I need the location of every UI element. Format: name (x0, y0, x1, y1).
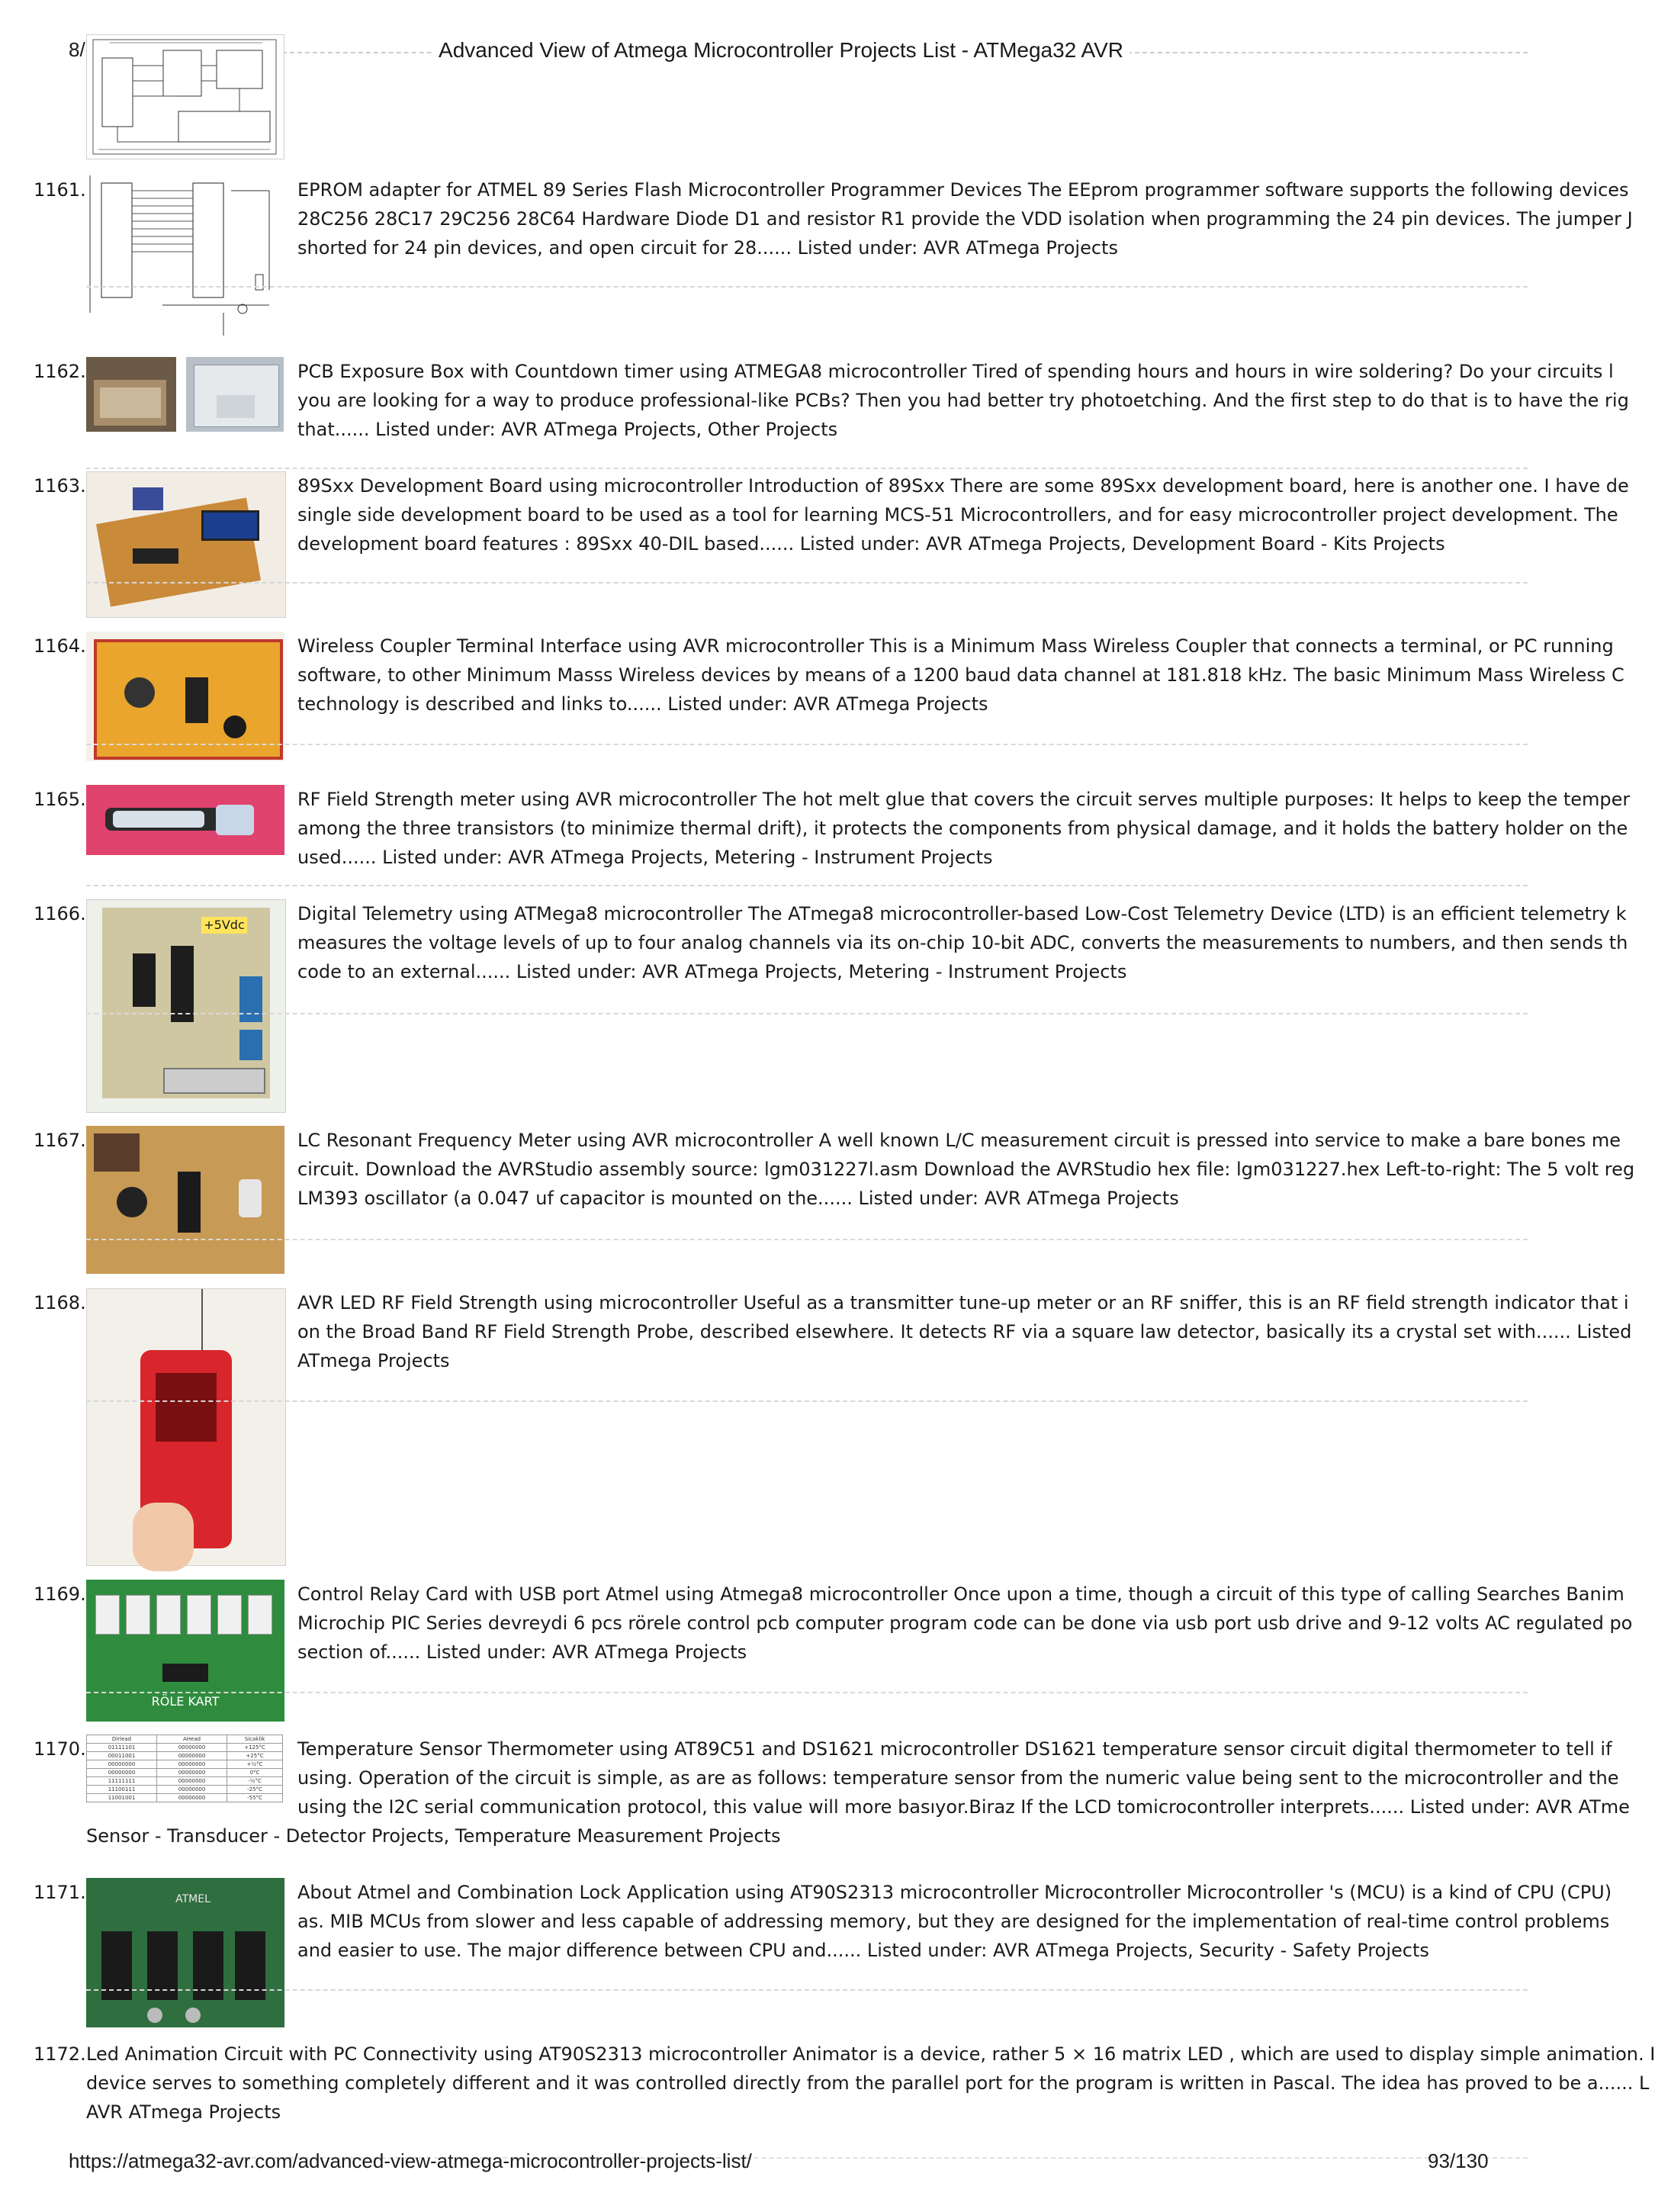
description-line: 28C256 28C17 29C256 28C64 Hardware Diode D1 and resistor R1 provide the VDD isolation when programming the 24 pin devices. The jumper J (297, 208, 1633, 230)
description-line: among the three transistors (to minimize thermal drift), it protects the components from physical damage, and it holds the battery holder on the (297, 818, 1628, 839)
description-line: circuit. Download the AVRStudio assembly source: lgm031227l.asm Download the AVRStudio hex file: lgm031227.hex Left-to-right: The 5 volt reg (297, 1159, 1635, 1180)
combination-lock-photo[interactable] (86, 1878, 284, 2027)
description-line: device serves to something completely different and it was controlled directly from the parallel port for the program is written in Pascal. The idea has proved to be a...... L (86, 2072, 1650, 2094)
table-cell: +½°C (227, 1760, 283, 1769)
description-line[interactable]: Sensor - Transducer - Detector Projects, Temperature Measurement Projects (86, 1825, 781, 1847)
rf-field-strength-photo[interactable] (86, 1288, 286, 1566)
description-line[interactable]: LM393 oscillator (a 0.047 uf capacitor is mounted on the...... Listed under: AVR ATmega Projects (297, 1188, 1179, 1209)
description-line: software, to other Minimum Masss Wireless devices by means of a 1200 baud data channel at 181.818 kHz. The basic Minimum Mass Wireless C (297, 664, 1624, 686)
description-line[interactable]: section of...... Listed under: AVR ATmega Projects (297, 1641, 747, 1663)
description-line: Led Animation Circuit with PC Connectivity using AT90S2313 microcontroller Animator is a device, rather 5 × 16 matrix LED , which are used to display simple animation. I (86, 2043, 1655, 2065)
description-line: AVR LED RF Field Strength using microcontroller Useful as a transmitter tune-up meter or an RF sniffer, this is an RF field strength indicator that i (297, 1292, 1629, 1313)
lc-meter-photo[interactable] (86, 1126, 284, 1274)
item-divider (86, 744, 1528, 745)
temperature-table (86, 1735, 283, 1802)
item-number: 1162. (34, 361, 86, 382)
item-description (297, 471, 1629, 558)
rf-meter-photo[interactable] (86, 785, 284, 855)
table-cell: +125°C (227, 1744, 283, 1752)
item-description (297, 1288, 1632, 1375)
item-divider (86, 468, 1528, 469)
board-label: ATMEL (175, 1893, 210, 1905)
table-row (87, 1760, 283, 1769)
item-divider (86, 1989, 1528, 1991)
item-number: 1170. (34, 1738, 86, 1760)
table-header: Dirlead (87, 1735, 157, 1744)
table-row (87, 1777, 283, 1786)
dev-board-photo[interactable] (86, 471, 286, 618)
description-line: single side development board to be used as a tool for learning MCS-51 Microcontrollers, and for easy microcontroller project development. The (297, 504, 1618, 526)
item-description (297, 1878, 1612, 1965)
description-line[interactable]: that...... Listed under: AVR ATmega Projects, Other Projects (297, 419, 838, 440)
wireless-coupler-photo[interactable] (86, 632, 284, 761)
description-line[interactable]: used...... Listed under: AVR ATmega Projects, Metering - Instrument Projects (297, 847, 993, 868)
table-cell: 00000000 (157, 1760, 227, 1769)
description-line[interactable]: technology is described and links to...... Listed under: AVR ATmega Projects (297, 693, 988, 715)
item-description (297, 1126, 1635, 1213)
table-cell: 00000000 (157, 1777, 227, 1786)
table-cell: -55°C (227, 1794, 283, 1802)
voltage-label: +5Vdc (201, 917, 247, 934)
item-number: 1167. (34, 1130, 86, 1151)
item-description (297, 1580, 1633, 1667)
item-number: 1166. (34, 903, 86, 924)
item-number: 1161. (34, 179, 86, 201)
description-line: on the Broad Band RF Field Strength Probe, described elsewhere. It detects RF via a square law detector, basically its a crystal set with...... Listed (297, 1321, 1632, 1342)
table-row (87, 1794, 283, 1802)
item-number: 1165. (34, 789, 86, 810)
description-line: as. MIB MCUs from slower and less capable of addressing memory, but they are designed for the implementation of real-time control problems (297, 1911, 1610, 1932)
table-cell: 11111111 (87, 1777, 157, 1786)
table-row (87, 1752, 283, 1760)
item-description-wrap (86, 1821, 1533, 1850)
table-cell: -25°C (227, 1786, 283, 1794)
item-description (297, 357, 1629, 444)
table-cell: 11100111 (87, 1786, 157, 1794)
item-description (297, 632, 1624, 719)
description-line: PCB Exposure Box with Countdown timer using ATMEGA8 microcontroller Tired of spending hours and hours in wire soldering? Do your circuits l (297, 361, 1614, 382)
item-divider (86, 885, 1528, 886)
page-number: 93/130 (1428, 2149, 1489, 2172)
table-cell: 0°C (227, 1769, 283, 1777)
description-line: Temperature Sensor Thermometer using AT89C51 and DS1621 microcontroller DS1621 temperature sensor circuit digital thermometer to tell if (297, 1738, 1612, 1760)
description-line: you are looking for a way to produce professional-like PCBs? Then you had better try photoetching. And the first step to do that is to have the rig (297, 390, 1629, 411)
table-cell: 01111101 (87, 1744, 157, 1752)
item-divider (86, 582, 1528, 584)
item-number: 1169. (34, 1583, 86, 1605)
telemetry-board-photo[interactable] (86, 899, 286, 1113)
item-number: 1172. (34, 2043, 86, 2065)
description-line: Wireless Coupler Terminal Interface using AVR microcontroller This is a Minimum Mass Wireless Coupler that connects a terminal, or PC running (297, 635, 1614, 657)
table-header: AHead (157, 1735, 227, 1744)
description-line[interactable]: using the I2C serial communication protocol, this value will more basıyor.Biraz If the LCD tomicrocontroller interprets...... Listed under: AVR ATme (297, 1796, 1630, 1818)
item-number: 1168. (34, 1292, 86, 1313)
description-line: Control Relay Card with USB port Atmel using Atmega8 microcontroller Once upon a time, though a circuit of this type of calling Searches Banim (297, 1583, 1624, 1605)
description-line[interactable]: code to an external...... Listed under: AVR ATmega Projects, Metering - Instrument Projects (297, 961, 1127, 982)
table-cell: 00000000 (157, 1786, 227, 1794)
description-line: measures the voltage levels of up to four analog channels via its on-chip 10-bit ADC, converts the measurements to numbers, and then sends th (297, 932, 1628, 953)
description-line[interactable]: ATmega Projects (297, 1350, 450, 1371)
schematic-thumbnail[interactable] (86, 175, 284, 337)
item-description (297, 785, 1631, 872)
temperature-table-thumbnail[interactable] (86, 1735, 284, 1801)
table-cell: 00000000 (157, 1769, 227, 1777)
description-line: Microchip PIC Series devreydi 6 pcs rörele control pcb computer program code can be done via usb port usb drive and 9-12 volts AC regulated po (297, 1612, 1633, 1634)
description-line: About Atmel and Combination Lock Application using AT90S2313 microcontroller Microcontroller Microcontroller 's (MCU) is a kind of CPU (CPU) (297, 1882, 1612, 1903)
item-description (297, 899, 1628, 986)
description-line: RF Field Strength meter using AVR microcontroller The hot melt glue that covers the circuit serves multiple purposes: It helps to keep the temper (297, 789, 1631, 810)
table-cell: 00000000 (157, 1794, 227, 1802)
item-description (297, 1735, 1630, 1821)
item-number: 1163. (34, 475, 86, 497)
table-cell: -½°C (227, 1777, 283, 1786)
table-header: Sicaklik (227, 1735, 283, 1744)
print-date: 8/ (69, 38, 85, 61)
description-line[interactable]: development board features : 89Sxx 40-DIL based...... Listed under: AVR ATmega Projects, Development Board - Kits Projects (297, 533, 1445, 555)
table-cell: 00000000 (157, 1752, 227, 1760)
description-line: EPROM adapter for ATMEL 89 Series Flash Microcontroller Programmer Devices The EEprom programmer software supports the following devices (297, 179, 1629, 201)
description-line[interactable]: shorted for 24 pin devices, and open circuit for 28...... Listed under: AVR ATmega Projects (297, 237, 1118, 259)
table-cell: 00000000 (157, 1744, 227, 1752)
relay-card-label: RÖLE KART (151, 1694, 220, 1709)
description-line[interactable]: and easier to use. The major difference between CPU and...... Listed under: AVR ATmega Projects, Security - Safety Projects (297, 1940, 1429, 1961)
description-line: using. Operation of the circuit is simple, as are as follows: temperature sensor from the numeric value being sent to the microcontroller and the (297, 1767, 1619, 1789)
exposure-box-photo-1[interactable] (86, 357, 176, 432)
table-row (87, 1744, 283, 1752)
item-divider (86, 286, 1528, 288)
table-cell: 00000000 (87, 1769, 157, 1777)
table-cell: +25°C (227, 1752, 283, 1760)
item-divider (86, 1400, 1528, 1402)
table-cell: 00011001 (87, 1752, 157, 1760)
exposure-box-photo-2[interactable] (186, 357, 284, 432)
description-line[interactable]: AVR ATmega Projects (86, 2101, 281, 2123)
page-title (0, 38, 1562, 63)
item-divider (86, 1692, 1528, 1693)
table-row (87, 1786, 283, 1794)
table-cell: 00000000 (87, 1760, 157, 1769)
item-divider (86, 1239, 1528, 1240)
item-number: 1164. (34, 635, 86, 657)
item-divider (86, 1013, 1528, 1014)
description-line: 89Sxx Development Board using microcontroller Introduction of 89Sxx There are some 89Sxx development board, here is another one. I have de (297, 475, 1629, 497)
page-title-text: Advanced View of Atmega Microcontroller Projects List - ATMega32 AVR (432, 38, 1130, 62)
description-line: LC Resonant Frequency Meter using AVR microcontroller A well known L/C measurement circuit is pressed into service to make a bare bones me (297, 1130, 1621, 1151)
footer-url[interactable]: https://atmega32-avr.com/advanced-view-atmega-microcontroller-projects-list/ (69, 2149, 752, 2172)
table-row (87, 1769, 283, 1777)
item-number: 1171. (34, 1882, 86, 1903)
item-description (86, 2040, 1655, 2127)
relay-card-photo[interactable] (86, 1580, 284, 1722)
description-line: Digital Telemetry using ATMega8 microcontroller The ATmega8 microcontroller-based Low-Cost Telemetry Device (LTD) is an efficient telemetry k (297, 903, 1627, 924)
table-cell: 11001001 (87, 1794, 157, 1802)
item-description (297, 175, 1633, 262)
